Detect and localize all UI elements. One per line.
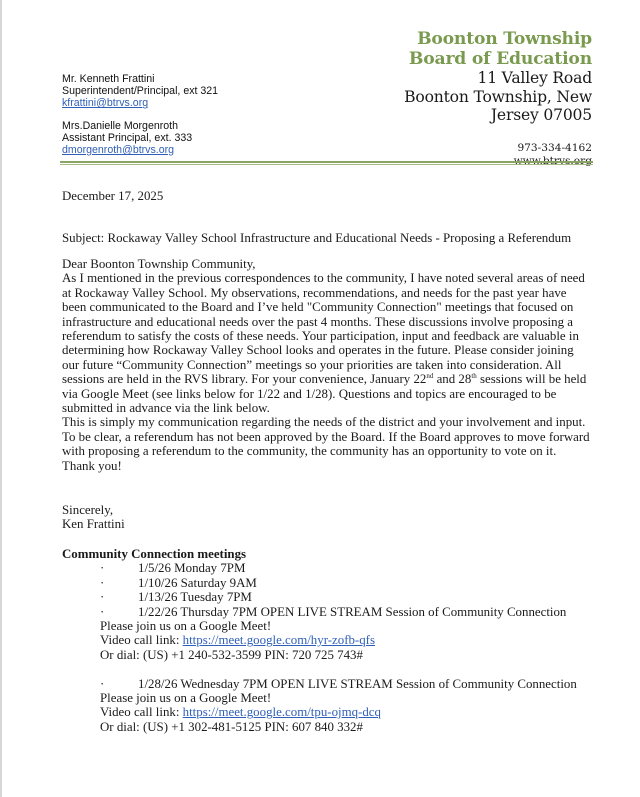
contact-superintendent (62, 73, 218, 110)
meeting-details (100, 691, 592, 734)
contact-title: Assistant Principal, ext. 333 (62, 131, 193, 144)
meeting-list-item (100, 605, 592, 619)
bullet-icon: · (100, 676, 105, 691)
google-meet-link[interactable]: https://meet.google.com/hyr-zofb-qfs (182, 633, 375, 648)
meetings-heading: Community Connection meetings (62, 547, 247, 561)
letterhead-contacts (62, 73, 218, 166)
letter-subject: Subject: Rockaway Valley School Infrastructure and Educational Needs - Proposing a Referendum (62, 231, 572, 245)
meeting-text: 1/10/26 Saturday 9AM (138, 575, 257, 590)
meeting-details (100, 619, 592, 662)
contact-assistant-principal (62, 120, 218, 157)
paragraph-2: This is simply my communication regarding the needs of the district and your involvement and input. To be clear, a referendum has not been approved by the Board. If the Board approves to move forward with proposing a referendum to the community, the community has an opportunity to vote on it. Thank you! (62, 415, 590, 473)
letter-body (62, 257, 592, 473)
google-meet-link[interactable]: https://meet.google.com/tpu-ojmq-dcq (182, 705, 381, 720)
page-edge (0, 0, 2, 797)
paragraph-1-part-a: As I mentioned in the previous correspondences to the community, I have noted several areas of need at Rockaway Valley School. My observations, recommendations, and needs for the past year have been communicated to the Board and I’ve held "Community Connection" meetings that focused on infrastructure and educational needs over the past 4 months. These discussions involve proposing a referendum to satisfy the costs of these needs. Your participation, input and feedback are valuable in determining how Rockaway Valley School looks and operates in the future. Please consider joining our future “Community Connection” meetings so your priorities are taken into consideration. All sessions are held in the RVS library. For your convenience, January 22 (62, 271, 585, 387)
contact-email-link[interactable]: kfrattini@btrvs.org (62, 97, 149, 110)
superscript-nd: nd (426, 372, 434, 381)
contact-name: Mrs.Danielle Morgenroth (62, 119, 178, 132)
letterhead-divider-thin (60, 164, 593, 165)
bullet-icon: · (100, 561, 105, 576)
letterhead-divider (60, 161, 593, 163)
dial-in-info: Or dial: (US) +1 302-481-5125 PIN: 607 840 332# (100, 719, 363, 734)
spacer (62, 662, 592, 676)
meeting-list-item (100, 561, 592, 575)
video-call-label: Video call link: (100, 705, 183, 720)
org-name-line2: Board of Education (408, 48, 592, 69)
dial-in-info: Or dial: (US) +1 240-532-3599 PIN: 720 725 743# (100, 647, 363, 662)
salutation: Dear Boonton Township Community, (62, 257, 256, 271)
paragraph-1-part-b: and 28 (433, 372, 472, 387)
contact-title: Superintendent/Principal, ext 321 (62, 85, 219, 98)
bullet-icon: · (100, 604, 105, 619)
contact-email-link[interactable]: dmorgenroth@btrvs.org (62, 144, 175, 157)
meeting-text: 1/5/26 Monday 7PM (138, 561, 246, 576)
join-text: Please join us on a Google Meet! (100, 619, 272, 634)
join-text: Please join us on a Google Meet! (100, 691, 272, 706)
org-phone: 973-334-4162 (517, 141, 592, 154)
video-call-line (100, 633, 592, 647)
letter-closing (62, 503, 592, 532)
meeting-text: 1/22/26 Thursday 7PM OPEN LIVE STREAM Session of Community Connection (138, 604, 567, 619)
meeting-text: 1/28/26 Wednesday 7PM OPEN LIVE STREAM Session of Community Connection (138, 676, 577, 691)
letter-date: December 17, 2025 (62, 189, 164, 203)
meeting-text: 1/13/26 Tuesday 7PM (138, 590, 252, 605)
bullet-icon: · (100, 575, 105, 590)
bullet-icon: · (100, 590, 105, 605)
contact-name: Mr. Kenneth Frattini (62, 73, 155, 85)
paragraph-1-part-c: sessions will be held via Google Meet (see links below for 1/22 and 1/28). Questions and topics are encouraged to be submitted in advance via the link below. (62, 372, 587, 416)
video-call-line (100, 705, 592, 719)
video-call-label: Video call link: (100, 633, 183, 648)
address-line1: 11 Valley Road (477, 69, 592, 87)
meeting-list-item (100, 677, 592, 691)
paragraph-1 (62, 271, 592, 415)
address-line2: Boonton Township, New (404, 87, 592, 106)
closing-phrase: Sincerely, (62, 503, 114, 517)
meetings-section (62, 547, 592, 734)
org-name-line1: Boonton Township (417, 29, 592, 49)
superscript-th: th (471, 372, 477, 381)
meeting-list-item (100, 576, 592, 590)
letterhead-organization (404, 30, 592, 168)
signature: Ken Frattini (62, 517, 125, 532)
meeting-list-item (100, 590, 592, 604)
address-line3: Jersey 07005 (490, 106, 592, 124)
